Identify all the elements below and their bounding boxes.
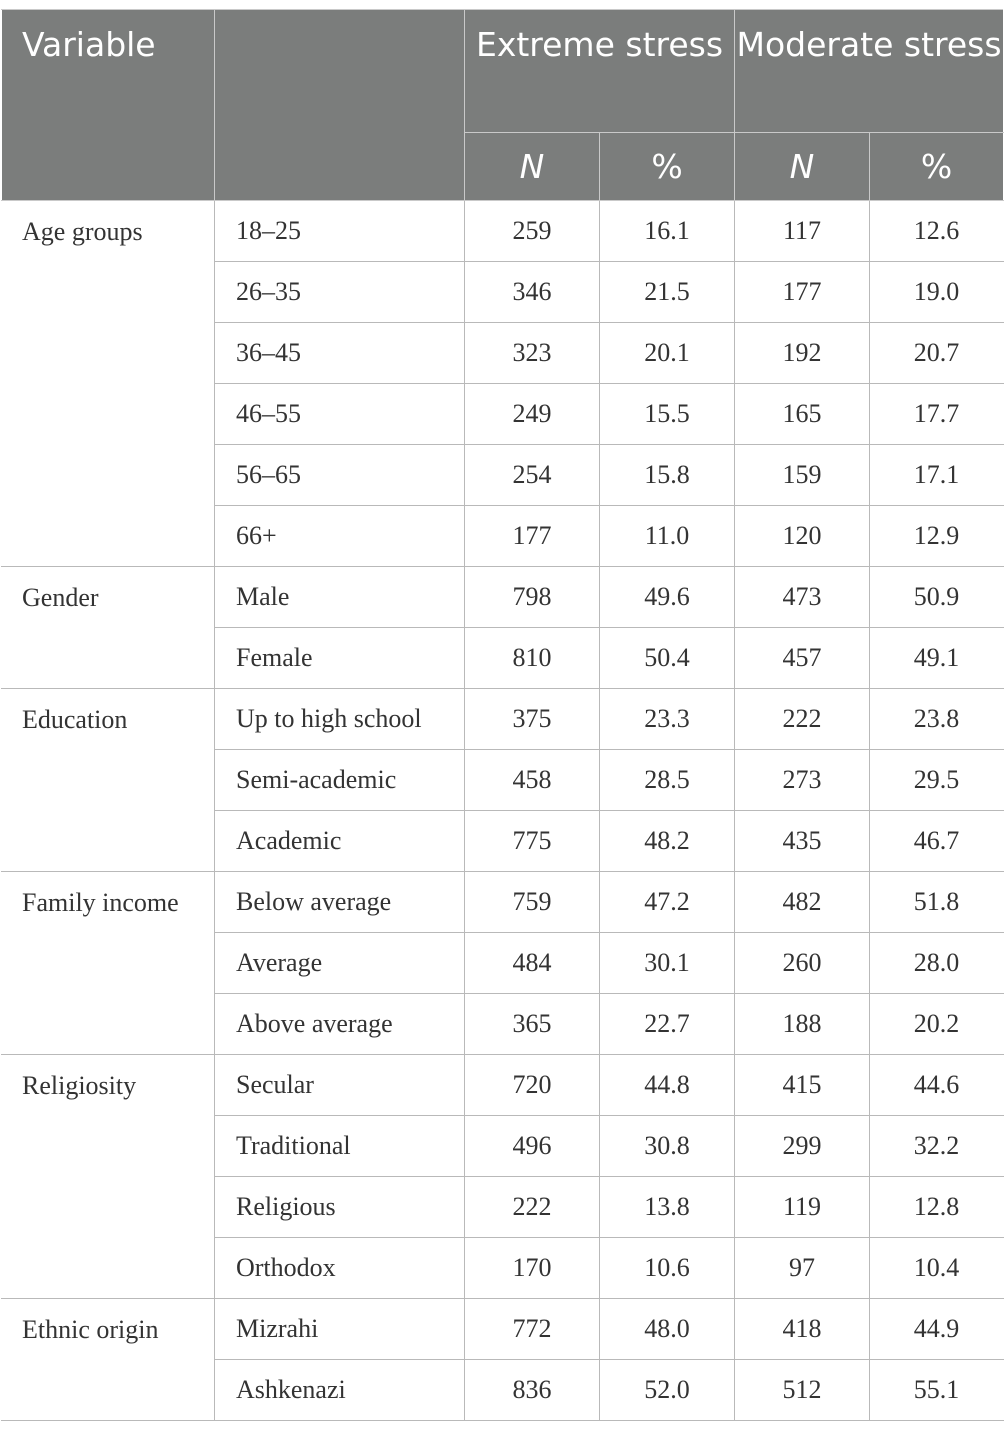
moderate-pct-cell: 12.8 (870, 1177, 1004, 1238)
moderate-pct-cell: 12.6 (870, 201, 1004, 262)
category-cell: Ashkenazi (215, 1360, 465, 1421)
moderate-n-cell: 512 (735, 1360, 870, 1421)
table-row (2, 201, 1004, 262)
moderate-pct-cell: 44.6 (870, 1055, 1004, 1116)
moderate-n-cell: 117 (735, 201, 870, 262)
variable-group-label: Age groups (2, 201, 215, 567)
category-cell: Average (215, 933, 465, 994)
extreme-pct-cell: 16.1 (600, 201, 735, 262)
extreme-pct-cell: 50.4 (600, 628, 735, 689)
moderate-pct-cell: 51.8 (870, 872, 1004, 933)
category-cell: Below average (215, 872, 465, 933)
moderate-n-cell: 222 (735, 689, 870, 750)
category-cell: 36–45 (215, 323, 465, 384)
extreme-n-cell: 484 (465, 933, 600, 994)
moderate-n-cell: 418 (735, 1299, 870, 1360)
extreme-n-cell: 177 (465, 506, 600, 567)
header-category-blank (215, 10, 465, 201)
moderate-pct-cell: 12.9 (870, 506, 1004, 567)
moderate-pct-cell: 17.7 (870, 384, 1004, 445)
category-cell: 46–55 (215, 384, 465, 445)
moderate-pct-cell: 44.9 (870, 1299, 1004, 1360)
moderate-pct-cell: 49.1 (870, 628, 1004, 689)
header-row-main (2, 10, 1004, 133)
extreme-n-cell: 222 (465, 1177, 600, 1238)
moderate-n-cell: 457 (735, 628, 870, 689)
table-row (2, 872, 1004, 933)
extreme-n-cell: 254 (465, 445, 600, 506)
moderate-n-cell: 188 (735, 994, 870, 1055)
extreme-pct-cell: 48.0 (600, 1299, 735, 1360)
category-cell: Male (215, 567, 465, 628)
stress-demographics-table (1, 9, 1004, 1421)
moderate-pct-cell: 17.1 (870, 445, 1004, 506)
table-row (2, 567, 1004, 628)
extreme-n-cell: 458 (465, 750, 600, 811)
extreme-pct-cell: 44.8 (600, 1055, 735, 1116)
extreme-pct-cell: 47.2 (600, 872, 735, 933)
extreme-n-cell: 720 (465, 1055, 600, 1116)
extreme-pct-cell: 30.1 (600, 933, 735, 994)
extreme-pct-cell: 28.5 (600, 750, 735, 811)
extreme-n-cell: 775 (465, 811, 600, 872)
header-variable: Variable (2, 10, 215, 201)
moderate-n-cell: 159 (735, 445, 870, 506)
header-moderate-stress: Moderate stress (735, 10, 1004, 133)
category-cell: Up to high school (215, 689, 465, 750)
extreme-n-cell: 836 (465, 1360, 600, 1421)
variable-group-label: Ethnic origin (2, 1299, 215, 1421)
table-row (2, 689, 1004, 750)
extreme-pct-cell: 20.1 (600, 323, 735, 384)
category-cell: Religious (215, 1177, 465, 1238)
category-cell: Mizrahi (215, 1299, 465, 1360)
extreme-n-cell: 496 (465, 1116, 600, 1177)
moderate-n-cell: 473 (735, 567, 870, 628)
table-row (2, 1055, 1004, 1116)
category-cell: Orthodox (215, 1238, 465, 1299)
variable-group-label: Education (2, 689, 215, 872)
header-extreme-pct: % (600, 133, 735, 201)
variable-group-label: Gender (2, 567, 215, 689)
header-extreme-n: N (465, 133, 600, 201)
moderate-n-cell: 273 (735, 750, 870, 811)
moderate-n-cell: 120 (735, 506, 870, 567)
moderate-n-cell: 165 (735, 384, 870, 445)
extreme-n-cell: 259 (465, 201, 600, 262)
moderate-n-cell: 119 (735, 1177, 870, 1238)
table-header (2, 10, 1004, 201)
moderate-pct-cell: 10.4 (870, 1238, 1004, 1299)
table-row (2, 1299, 1004, 1360)
extreme-pct-cell: 48.2 (600, 811, 735, 872)
header-moderate-pct: % (870, 133, 1004, 201)
variable-group-label: Religiosity (2, 1055, 215, 1299)
extreme-pct-cell: 23.3 (600, 689, 735, 750)
category-cell: Academic (215, 811, 465, 872)
category-cell: 18–25 (215, 201, 465, 262)
moderate-n-cell: 482 (735, 872, 870, 933)
extreme-pct-cell: 15.5 (600, 384, 735, 445)
moderate-n-cell: 97 (735, 1238, 870, 1299)
moderate-pct-cell: 20.2 (870, 994, 1004, 1055)
category-cell: 26–35 (215, 262, 465, 323)
moderate-n-cell: 260 (735, 933, 870, 994)
moderate-pct-cell: 19.0 (870, 262, 1004, 323)
extreme-pct-cell: 22.7 (600, 994, 735, 1055)
table-body (2, 201, 1004, 1421)
extreme-pct-cell: 15.8 (600, 445, 735, 506)
moderate-pct-cell: 55.1 (870, 1360, 1004, 1421)
extreme-n-cell: 772 (465, 1299, 600, 1360)
extreme-n-cell: 759 (465, 872, 600, 933)
moderate-n-cell: 299 (735, 1116, 870, 1177)
extreme-pct-cell: 52.0 (600, 1360, 735, 1421)
variable-group-label: Family income (2, 872, 215, 1055)
extreme-n-cell: 365 (465, 994, 600, 1055)
extreme-n-cell: 170 (465, 1238, 600, 1299)
moderate-pct-cell: 29.5 (870, 750, 1004, 811)
extreme-n-cell: 798 (465, 567, 600, 628)
moderate-pct-cell: 28.0 (870, 933, 1004, 994)
category-cell: Secular (215, 1055, 465, 1116)
category-cell: 66+ (215, 506, 465, 567)
category-cell: Above average (215, 994, 465, 1055)
extreme-pct-cell: 21.5 (600, 262, 735, 323)
extreme-pct-cell: 11.0 (600, 506, 735, 567)
extreme-n-cell: 346 (465, 262, 600, 323)
moderate-pct-cell: 23.8 (870, 689, 1004, 750)
category-cell: Traditional (215, 1116, 465, 1177)
extreme-pct-cell: 30.8 (600, 1116, 735, 1177)
moderate-pct-cell: 50.9 (870, 567, 1004, 628)
moderate-n-cell: 192 (735, 323, 870, 384)
category-cell: 56–65 (215, 445, 465, 506)
moderate-n-cell: 177 (735, 262, 870, 323)
header-extreme-stress: Extreme stress (465, 10, 735, 133)
header-moderate-n: N (735, 133, 870, 201)
moderate-n-cell: 435 (735, 811, 870, 872)
extreme-n-cell: 810 (465, 628, 600, 689)
moderate-pct-cell: 46.7 (870, 811, 1004, 872)
extreme-n-cell: 375 (465, 689, 600, 750)
extreme-pct-cell: 10.6 (600, 1238, 735, 1299)
moderate-pct-cell: 32.2 (870, 1116, 1004, 1177)
extreme-pct-cell: 13.8 (600, 1177, 735, 1238)
extreme-pct-cell: 49.6 (600, 567, 735, 628)
extreme-n-cell: 323 (465, 323, 600, 384)
category-cell: Semi-academic (215, 750, 465, 811)
extreme-n-cell: 249 (465, 384, 600, 445)
moderate-pct-cell: 20.7 (870, 323, 1004, 384)
moderate-n-cell: 415 (735, 1055, 870, 1116)
category-cell: Female (215, 628, 465, 689)
